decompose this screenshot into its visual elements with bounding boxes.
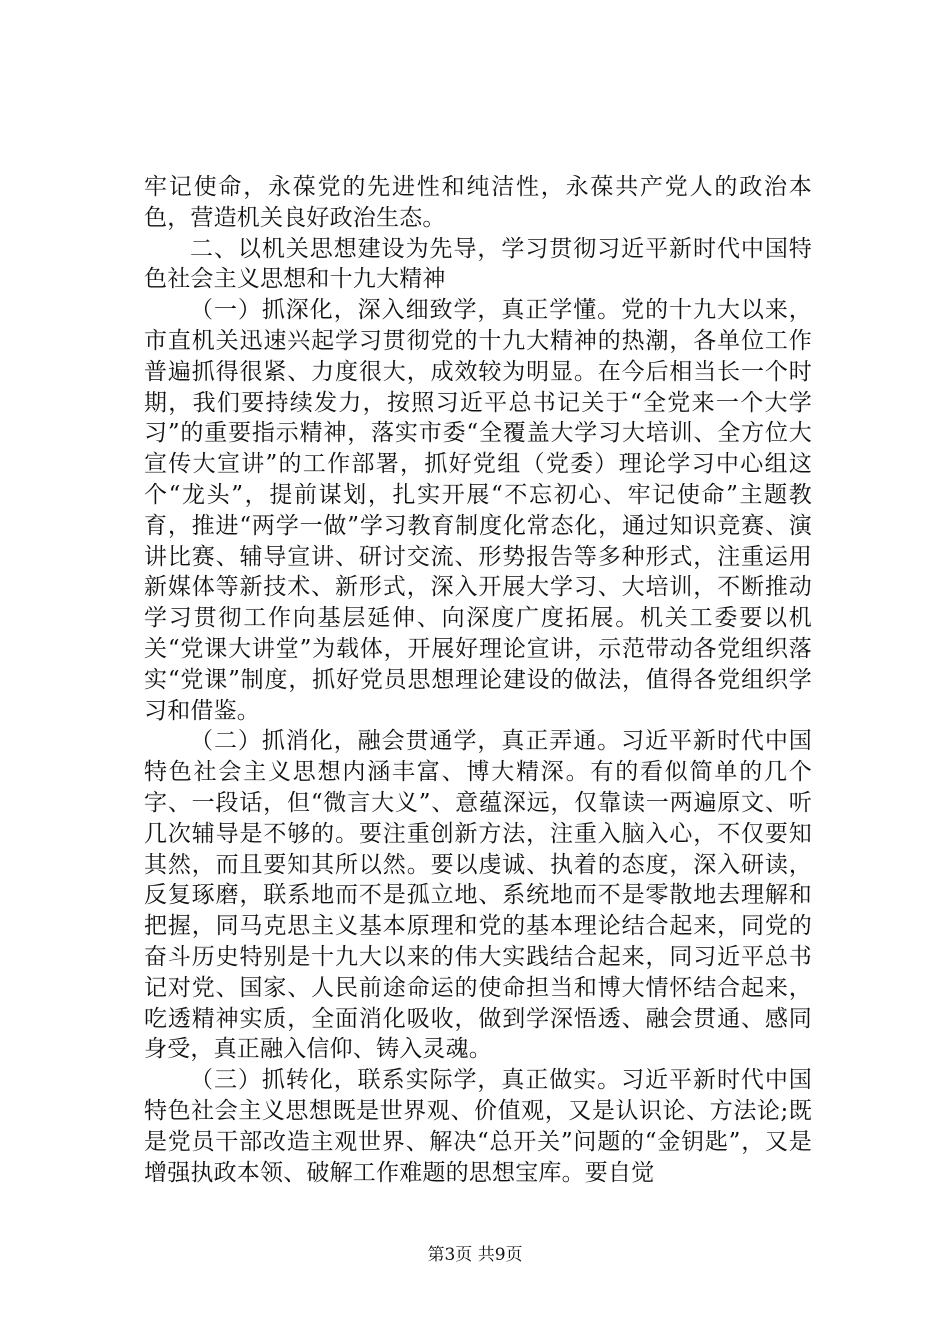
page-number-footer: 第3页 共9页	[427, 1245, 523, 1265]
paragraph-three: （三）抓转化，联系实际学，真正做实。习近平新时代中国特色社会主义思想既是世界观、价值观，又是认识论、方法论;既是党员干部改造主观世界、解决“总开关”问题的“金钥匙”，又是增强执政本领、破解工作难题的思想宝库。要自觉	[144, 1067, 812, 1186]
document-body	[144, 172, 812, 1188]
paragraph-continuation: 牢记使命，永葆党的先进性和纯洁性，永葆共产党人的政治本色，营造机关良好政治生态。	[144, 174, 812, 231]
section-heading: 二、以机关思想建设为先导，学习贯彻习近平新时代中国特色社会主义思想和十九大精神	[144, 235, 812, 293]
paragraph-two: （二）抓消化，融会贯通学，真正弄通。习近平新时代中国特色社会主义思想内涵丰富、博大精深。有的看似简单的几个字、一段话，但“微言大义”、意蕴深远，仅靠读一两遍原文、听几次辅导是不够的。要注重创新方法，注重入脑入心，不仅要知其然，而且要知其所以然。要以虔诚、执着的态度，深入研读，反复琢磨，联系地而不是孤立地、系统地而不是零散地去理解和把握，同马克思主义基本原理和党的基本理论结合起来，同党的奋斗历史特别是十九大以来的伟大实践结合起来，同习近平总书记对党、国家、人民前途命运的使命担当和博大情怀结合起来，吃透精神实质，全面消化吸收，做到学深悟透、融会贯通、感同身受，真正融入信仰、铸入灵魂。	[144, 728, 812, 1063]
paragraph-one: （一）抓深化，深入细致学，真正学懂。党的十九大以来，市直机关迅速兴起学习贯彻党的十九大精神的热潮，各单位工作普遍抓得很紧、力度很大，成效较为明显。在今后相当长一个时期，我们要持续发力，按照习近平总书记关于“全党来一个大学习”的重要指示精神，落实市委“全覆盖大学习大培训、全方位大宣传大宣讲”的工作部署，抓好党组（党委）理论学习中心组这个“龙头”，提前谋划，扎实开展“不忘初心、牢记使命”主题教育，推进“两学一做”学习教育制度化常态化，通过知识竞赛、演讲比赛、辅导宣讲、研讨交流、形势报告等多种形式，注重运用新媒体等新技术、新形式，深入开展大学习、大培训，不断推动学习贯彻工作向基层延伸、向深度广度拓展。机关工委要以机关“党课大讲堂”为载体，开展好理论宣讲，示范带动各党组织落实“党课”制度，抓好党员思想理论建设的做法，值得各党组织学习和借鉴。	[144, 297, 812, 724]
